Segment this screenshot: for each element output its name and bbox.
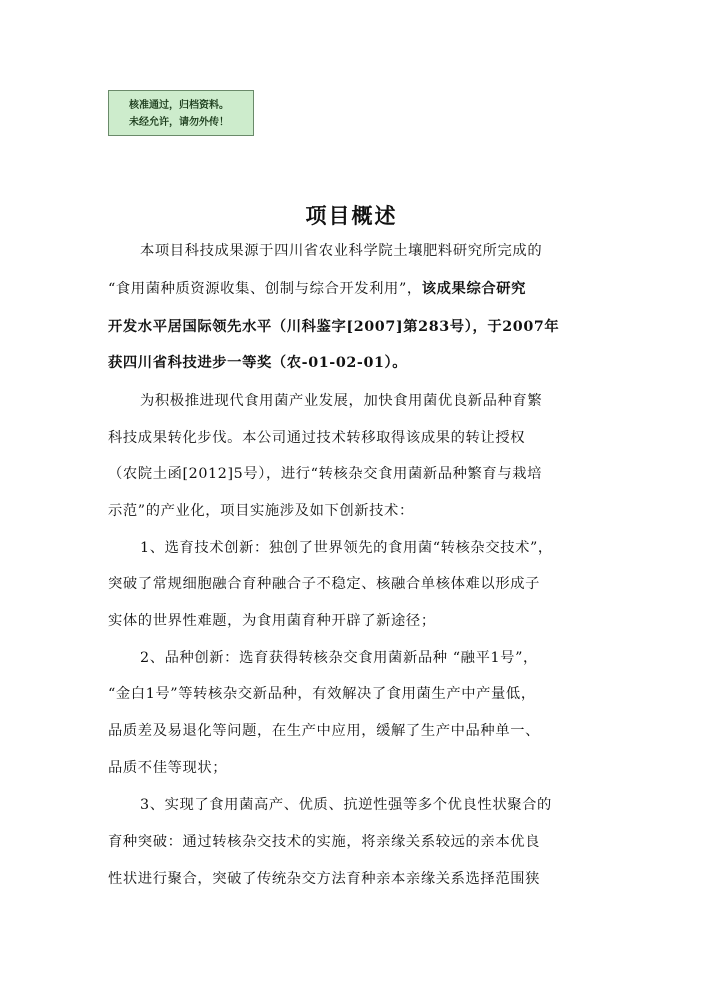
paragraph-4-line-1: 2、品种创新：选育获得转核杂交食用菌新品种 “融平1号”， <box>140 650 538 666</box>
paragraph-2-line-4: 示范”的产业化，项目实施涉及如下创新技术： <box>108 503 414 519</box>
paragraph-2-line-3: （农院土函[2012]5号），进行“转核杂交食用菌新品种繁育与栽培 <box>108 466 543 482</box>
paragraph-1-line-4: 获四川省科技进步一等奖（农-01-02-01）。 <box>108 355 408 371</box>
achievement-highlight: 该成果综合研究 <box>421 281 527 297</box>
paragraph-4-line-4: 品质不佳等现状； <box>108 760 228 776</box>
paragraph-5-line-1: 3、实现了食用菌高产、优质、抗逆性强等多个优良性状聚合的 <box>140 797 552 813</box>
paragraph-1-line-3: 开发水平居国际领先水平（川科鉴字[2007]第283号），于2007年 <box>108 319 560 335</box>
confidential-stamp <box>108 90 254 136</box>
paragraph-1-line-2 <box>108 278 526 298</box>
stamp-line-2: 未经允许，请勿外传！ <box>129 117 229 128</box>
paragraph-2-line-2: 科技成果转化步伐。本公司通过技术转移取得该成果的转让授权 <box>108 430 526 446</box>
paragraph-3-line-2: 突破了常规细胞融合育种融合子不稳定、核融合单核体难以形成子 <box>108 576 541 592</box>
stamp-line-1: 核准通过，归档资料。 <box>129 100 229 111</box>
paragraph-2-line-1: 为积极推进现代食用菌产业发展，加快食用菌优良新品种育繁 <box>140 393 543 409</box>
paragraph-5-line-2: 育种突破：通过转核杂交技术的实施，将亲缘关系较远的亲本优良 <box>108 834 541 850</box>
paragraph-3-line-3: 实体的世界性难题，为食用菌育种开辟了新途径； <box>108 613 436 629</box>
paragraph-1-line-1: 本项目科技成果源于四川省农业科学院土壤肥料研究所完成的 <box>140 243 543 259</box>
paragraph-4-line-2: “金白1号”等转核杂交新品种，有效解决了食用菌生产中产量低， <box>108 686 536 702</box>
page-title: 项目概述 <box>305 204 398 228</box>
project-name-quote: “食用菌种质资源收集、创制与综合开发利用”， <box>108 281 422 297</box>
paragraph-3-line-1: 1、选育技术创新：独创了世界领先的食用菌“转核杂交技术”， <box>140 540 553 556</box>
paragraph-4-line-3: 品质差及易退化等问题，在生产中应用，缓解了生产中品种单一、 <box>108 723 541 739</box>
paragraph-5-line-3: 性状进行聚合，突破了传统杂交方法育种亲本亲缘关系选择范围狭 <box>108 871 541 887</box>
